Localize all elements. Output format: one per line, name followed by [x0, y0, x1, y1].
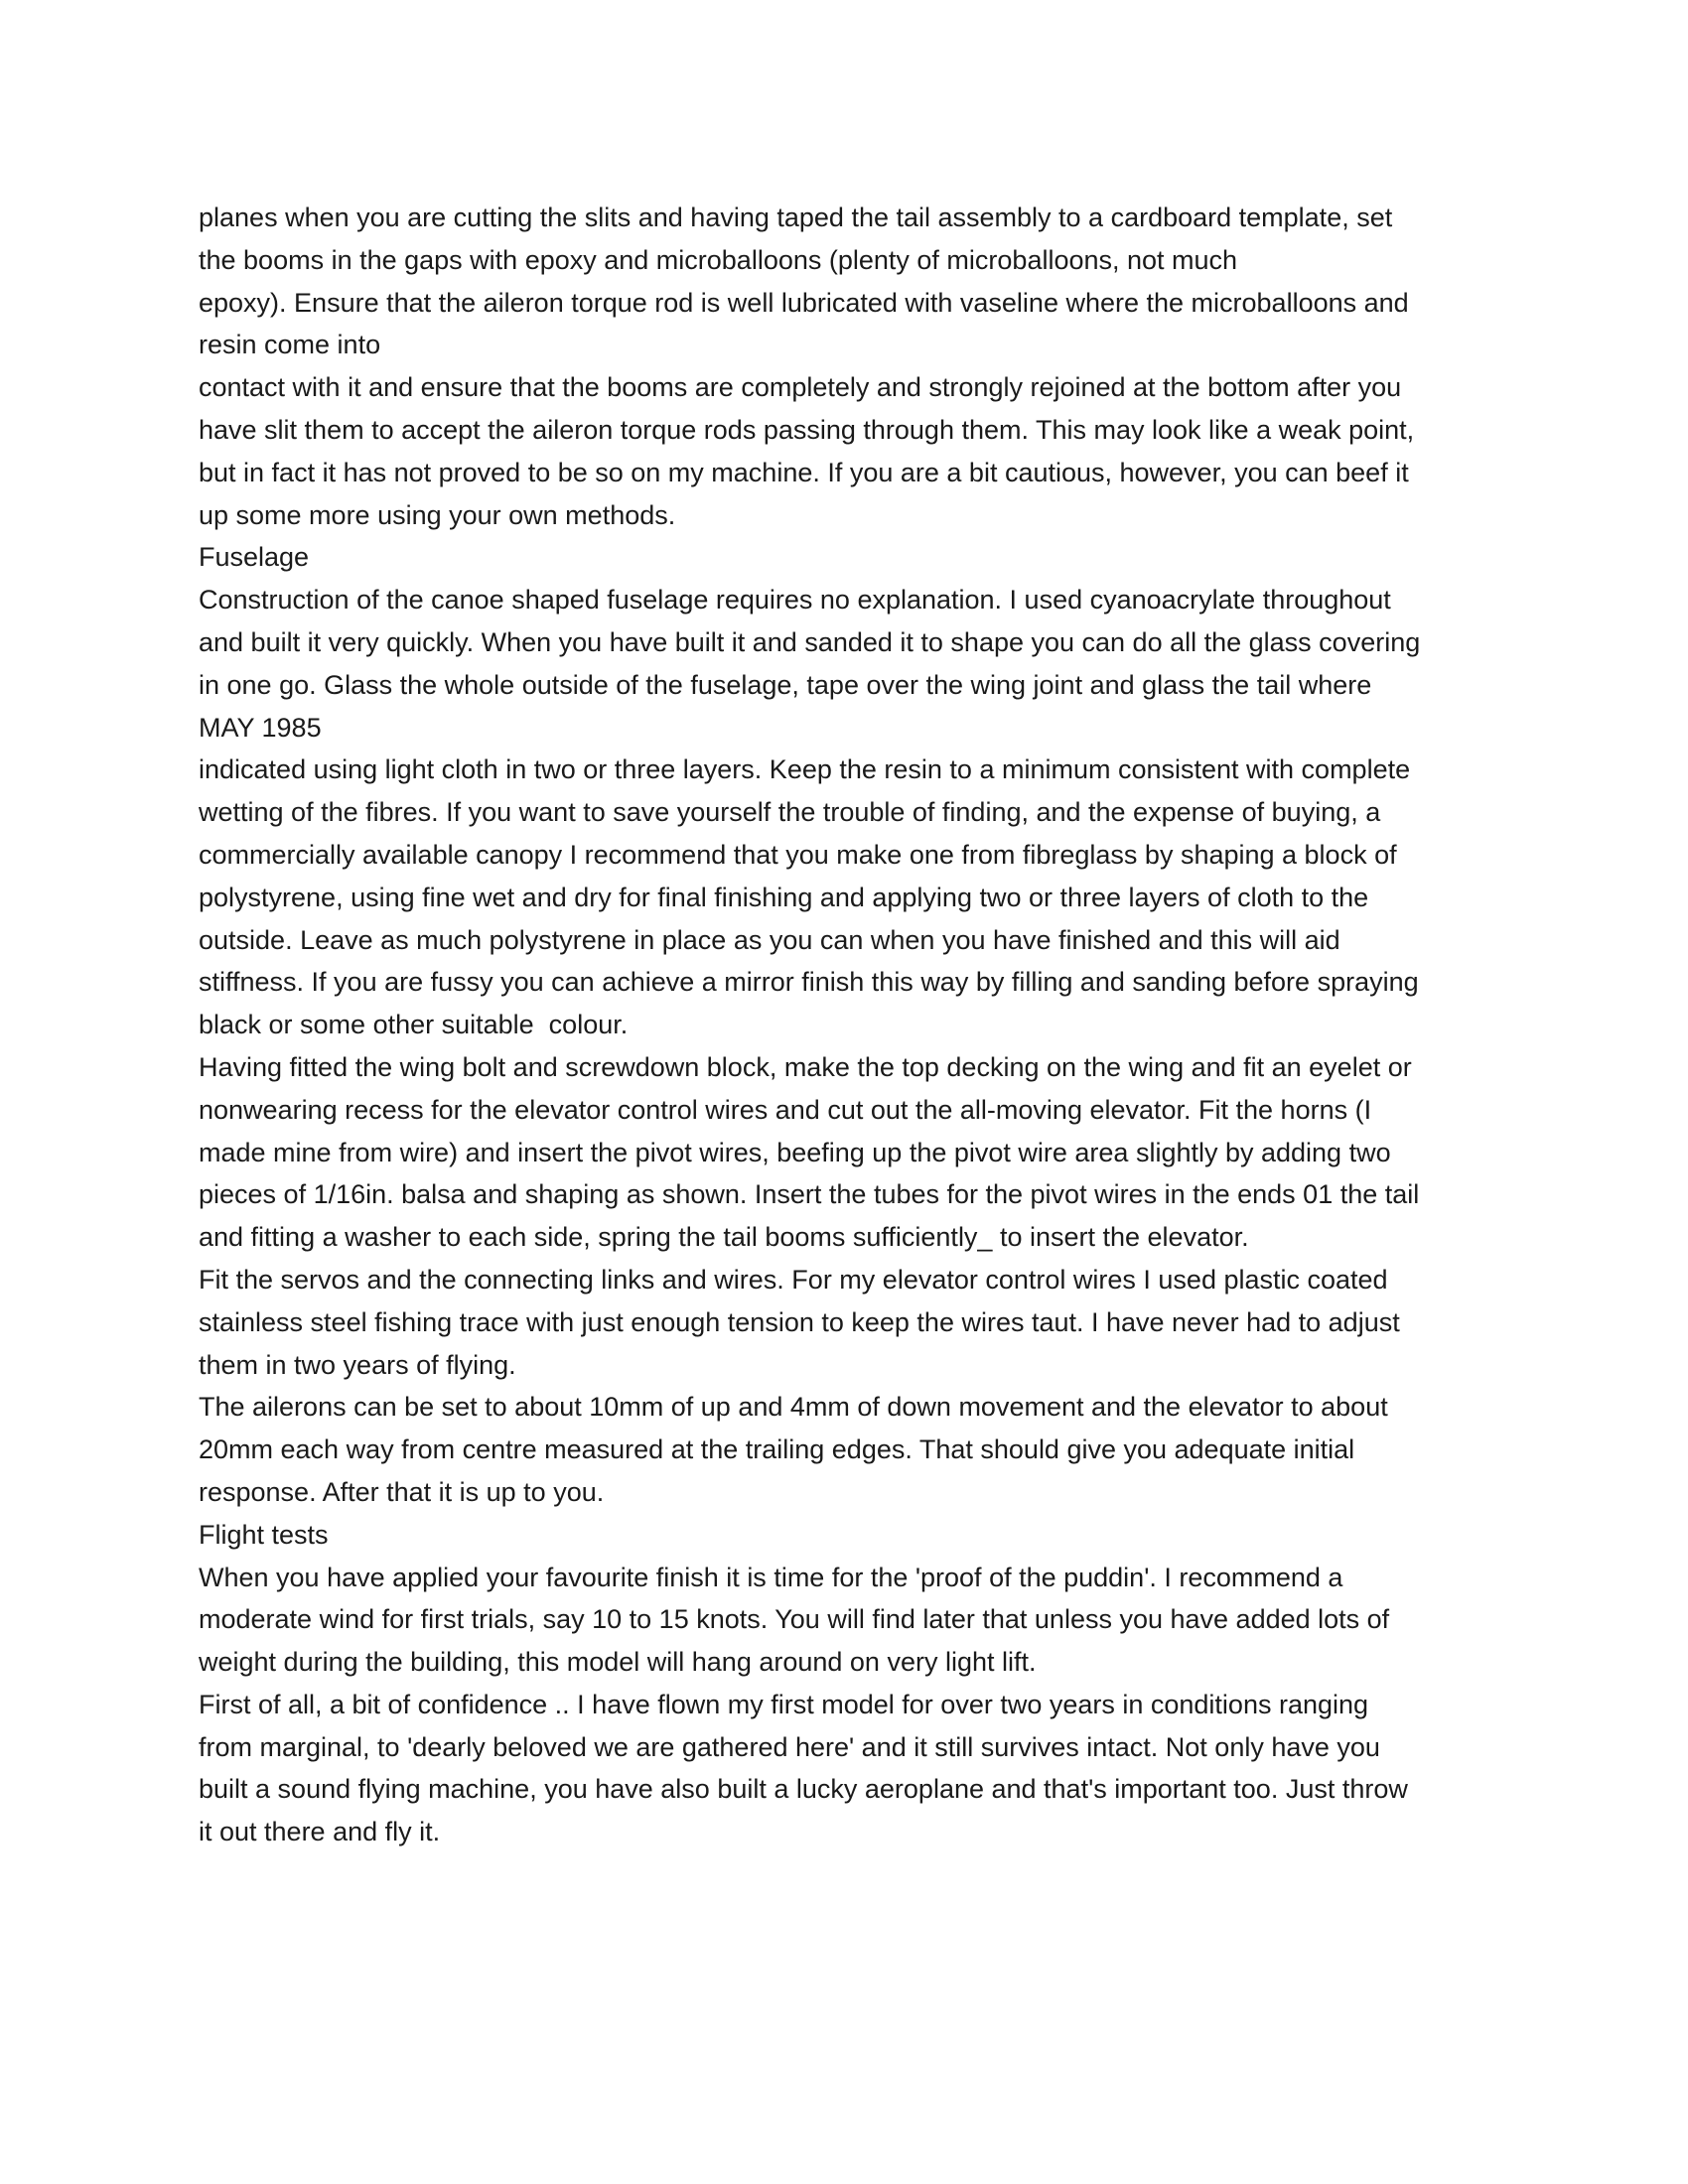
- text-line: the booms in the gaps with epoxy and microballoons (plenty of microballoons, not much: [199, 244, 1238, 275]
- text-line: indicated using light cloth in two or three layers. Keep the resin to a minimum consistent with complete: [199, 754, 1411, 785]
- text-line: them in two years of flying.: [199, 1349, 516, 1380]
- text-line: Flight tests: [199, 1519, 329, 1550]
- text-line: built a sound flying machine, you have also built a lucky aeroplane and that's important too. Just throw: [199, 1774, 1408, 1805]
- text-line: wetting of the fibres. If you want to save yourself the trouble of finding, and the expense of buying, a: [199, 797, 1381, 828]
- text-line: stainless steel fishing trace with just enough tension to keep the wires taut. I have never had to adjust: [199, 1306, 1400, 1337]
- text-line: response. After that it is up to you.: [199, 1476, 605, 1507]
- text-line: Fuselage: [199, 542, 310, 573]
- text-line: and built it very quickly. When you have built it and sanded it to shape you can do all the glass covering: [199, 626, 1421, 657]
- text-line: outside. Leave as much polystyrene in place as you can when you have finished and this will aid: [199, 924, 1340, 955]
- text-line: When you have applied your favourite finish it is time for the 'proof of the puddin'. I recommend a: [199, 1562, 1343, 1592]
- text-line: polystyrene, using fine wet and dry for final finishing and applying two or three layers of cloth to the: [199, 882, 1369, 912]
- text-line: Having fitted the wing bolt and screwdown block, make the top decking on the wing and fit an eyelet or: [199, 1051, 1412, 1082]
- text-line: it out there and fly it.: [199, 1817, 441, 1847]
- text-line: but in fact it has not proved to be so on my machine. If you are a bit cautious, however, you can beef it: [199, 457, 1409, 487]
- text-line: black or some other suitable colour.: [199, 1010, 629, 1040]
- text-line: made mine from wire) and insert the pivot wires, beefing up the pivot wire area slightly by adding two: [199, 1137, 1391, 1167]
- text-line: stiffness. If you are fussy you can achieve a mirror finish this way by filling and sanding before spraying: [199, 967, 1419, 998]
- text-line: MAY 1985: [199, 712, 322, 743]
- text-line: epoxy). Ensure that the aileron torque rod is well lubricated with vaseline where the microballoons and: [199, 287, 1409, 318]
- text-line: weight during the building, this model will hang around on very light lift.: [199, 1647, 1037, 1678]
- text-line: and fitting a washer to each side, spring the tail booms sufficiently_ to insert the elevator.: [199, 1222, 1249, 1253]
- text-line: nonwearing recess for the elevator control wires and cut out the all-moving elevator. Fit the horns (I: [199, 1094, 1372, 1125]
- text-line: The ailerons can be set to about 10mm of up and 4mm of down movement and the elevator to about: [199, 1392, 1388, 1423]
- text-line: have slit them to accept the aileron torque rods passing through them. This may look like a weak point,: [199, 414, 1415, 445]
- text-line: up some more using your own methods.: [199, 499, 676, 530]
- document-body: [199, 197, 1489, 1853]
- text-line: Fit the servos and the connecting links and wires. For my elevator control wires I used plastic coated: [199, 1264, 1388, 1295]
- text-line: Construction of the canoe shaped fuselage requires no explanation. I used cyanoacrylate throughout: [199, 585, 1391, 615]
- text-line: planes when you are cutting the slits and having taped the tail assembly to a cardboard template, set: [199, 203, 1393, 232]
- text-line: resin come into: [199, 330, 381, 360]
- text-line: 20mm each way from centre measured at the trailing edges. That should give you adequate initial: [199, 1434, 1355, 1465]
- text-line: from marginal, to 'dearly beloved we are gathered here' and it still survives intact. Not only have you: [199, 1731, 1380, 1762]
- text-line: moderate wind for first trials, say 10 to 15 knots. You will find later that unless you have added lots of: [199, 1604, 1390, 1635]
- text-line: contact with it and ensure that the booms are completely and strongly rejoined at the bottom after you: [199, 372, 1402, 403]
- text-line: in one go. Glass the whole outside of the fuselage, tape over the wing joint and glass the tail where: [199, 669, 1372, 700]
- text-line: First of all, a bit of confidence .. I have flown my first model for over two years in conditions ranging: [199, 1689, 1369, 1719]
- text-line: commercially available canopy I recommend that you make one from fibreglass by shaping a block of: [199, 839, 1397, 870]
- text-line: pieces of 1/16in. balsa and shaping as shown. Insert the tubes for the pivot wires in the ends 01 the tail: [199, 1179, 1420, 1210]
